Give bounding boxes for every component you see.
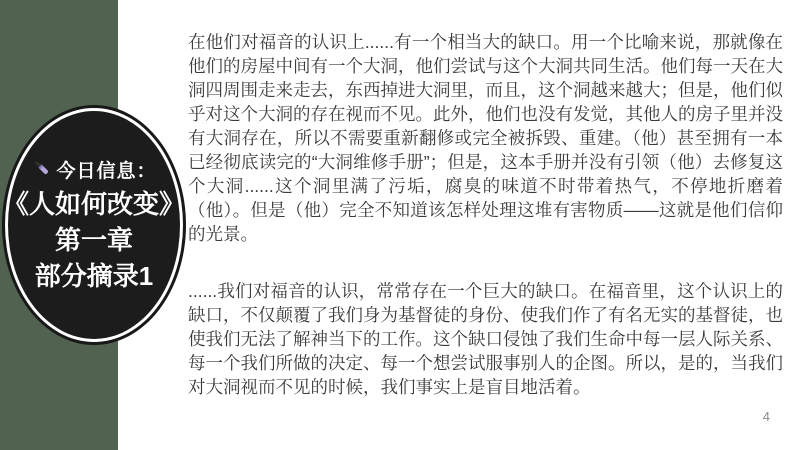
badge-book-title: 《人如何改变》 — [3, 189, 186, 219]
body-paragraph-1: 在他们对福音的认识上......有一个相当大的缺口。用一个比喻来说，那就像在他们的房屋中间有一个大洞，他们尝试与这个大洞共同生活。他们每一天在大洞四周围走来走去，东西掉进大洞里，而且，这个洞越来越大；但是，他们似乎对这个大洞的存在视而不见。此外，他们也没有发觉，其他人的房子里并没有大洞存在，所以不需要重新翻修或完全被拆毁、重建。（他）甚至拥有一本已经彻底读完的“大洞维修手册”；但是，这本手册并没有引领（他）去修复这个大洞......这个洞里满了污垢，腐臭的味道不时带着热气，不停地折磨着（他）。但是（他）完全不知道该怎样处理这堆有害物质——这就是他们信仰的光景。 — [188, 32, 783, 244]
paintbrush-icon — [31, 157, 51, 183]
badge-heading-row — [31, 156, 156, 183]
body-paragraph-2: ......我们对福音的认识，常常存在一个巨大的缺口。在福音里，这个认识上的缺口，不仅颠覆了我们身为基督徒的身份、使我们作了有名无实的基督徒，也使我们无法了解神当下的工作。这个缺口侵蚀了我们生命中每一层人际关系、每一个我们所做的决定、每一个想尝试服事别人的企图。所以，是的，当我们对大洞视而不见的时候，我们事实上是盲目地活着。 — [188, 281, 783, 397]
badge-excerpt: 部分摘录1 — [34, 261, 154, 291]
page-number: 4 — [762, 409, 770, 424]
title-badge — [3, 108, 186, 342]
badge-heading: 今日信息： — [56, 161, 157, 182]
badge-chapter: 第一章 — [54, 225, 133, 255]
slide-body-text — [188, 30, 783, 399]
